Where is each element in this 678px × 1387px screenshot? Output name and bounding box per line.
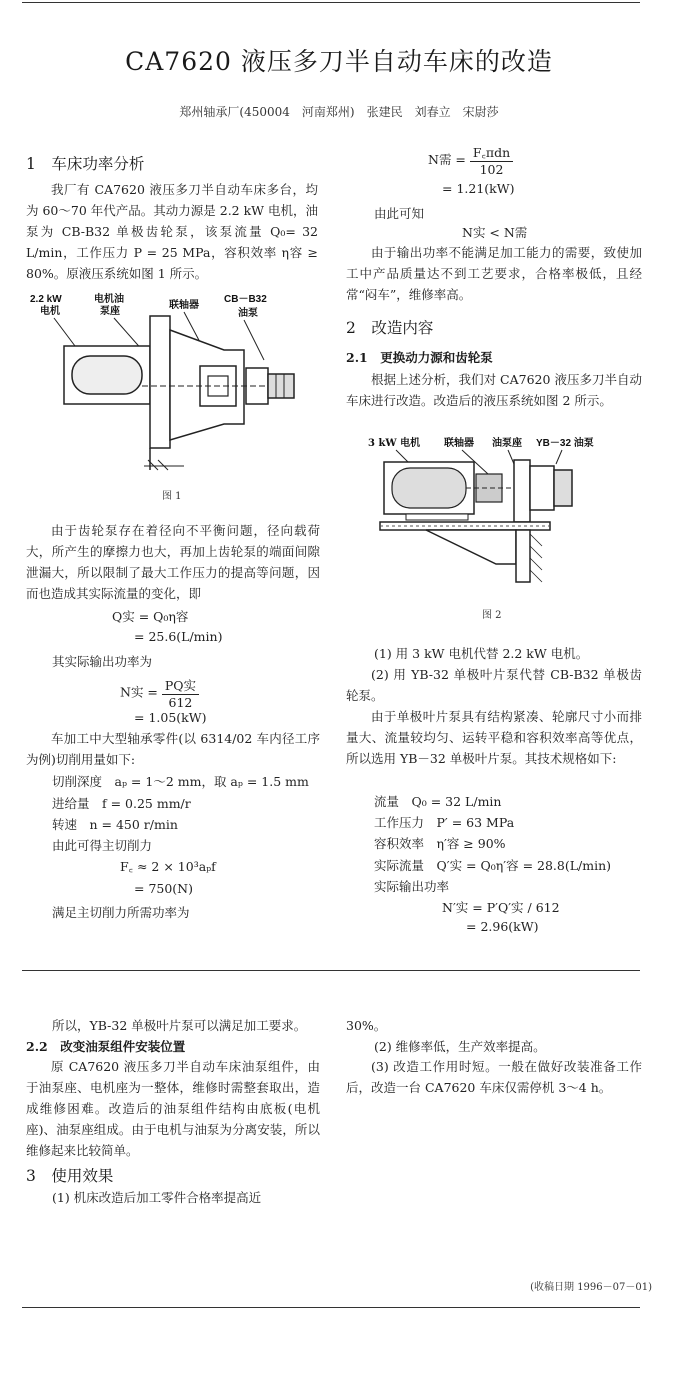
conclusion-label: 由此可知 [374, 206, 425, 221]
spec-pressure: 工作压力 P′ = 63 MPa [374, 815, 515, 830]
fig1-label-seat-2: 泵座 [100, 306, 120, 317]
n-required-numerator: F꜀πdn [470, 144, 513, 162]
spec-flow: 流量 Q₀ = 32 L/min [374, 794, 502, 809]
fig2-label-pump: YB－32 油泵 [536, 438, 594, 449]
conclusion-inequality: N实 < N需 [462, 225, 528, 240]
author-line: 郑州轴承厂(450004 河南郑州) 张建民 刘春立 宋尉莎 [179, 105, 499, 119]
top-rule [22, 2, 640, 3]
section-2-heading: 2 改造内容 [346, 319, 434, 337]
required-power-label: 满足主切削力所需功率为 [52, 905, 190, 920]
spec-output-power-label: 实际输出功率 [374, 879, 450, 894]
n-actual-lhs: N实 = [120, 684, 158, 700]
fig1-label-pump: CB－B32 [224, 294, 267, 305]
equation-new-power-value: = 2.96(kW) [466, 919, 539, 934]
fig1-label-motor: 2.2 kW [30, 294, 62, 305]
figure-2-caption: 图 2 [482, 610, 502, 621]
equation-cutting-force: F꜀ ≈ 2 × 10³aₚf [120, 859, 216, 874]
section-1-para-2: 由于齿轮泵存在着径向不平衡问题，径向载荷大，所产生的摩擦力也大，再加上齿轮泵的端面间隙泄漏大，所以限制了最大工作压力的提高等问题，因而也造成其实际流量的变化，即 [26, 523, 320, 601]
section-2-1-conclusion: 所以，YB-32 单极叶片泵可以满足加工要求。 [52, 1018, 307, 1033]
equation-n-required-value: = 1.21(kW) [442, 181, 515, 196]
feed-rate: 进给量 f = 0.25 mm/r [52, 796, 191, 811]
equation-n-required [428, 144, 513, 177]
section-3-heading: 3 使用效果 [26, 1167, 114, 1185]
fig2-label-coupling: 联轴器 [444, 438, 474, 449]
output-power-label: 其实际输出功率为 [52, 654, 153, 669]
section-2-2-heading: 2.2 改变油泵组件安装位置 [26, 1039, 186, 1054]
n-actual-numerator: PQ实 [162, 676, 199, 695]
middle-rule [22, 970, 640, 971]
figure-1-caption: 图 1 [162, 491, 182, 502]
fig1-label-seat: 电机油 [94, 294, 124, 305]
equation-cutting-force-value: = 750(N) [134, 881, 193, 896]
section-2-para-3: 原 CA7620 液压多刀半自动车床油泵组件，由于油泵座、电机座为一整体，维修时需整套取出，造成维修困难。改造后的油泵组件结构由底板(电机座)、油泵座组成。由于电机与油泵为分离安装，所以维修起来比较简单。 [26, 1059, 320, 1158]
section-1-heading: 1 车床功率分析 [26, 155, 145, 173]
section-1-para-1: 我厂有 CA7620 液压多刀半自动车床多台，均为 60～70 年代产品。其动力源是 2.2 kW 电机，油泵为 CB-B32 单极齿轮泵，该泵流量 Q₀= 32 L/min，工作压力 P = 25 MPa，容积效率 η容 ≥ 80%。原液压系统如图 1 所示。 [26, 182, 318, 281]
spec-efficiency: 容积效率 η′容 ≥ 90% [374, 836, 506, 851]
equation-new-power: N′实 = P′Q′实 / 612 [442, 900, 560, 915]
modification-item-2: (2) 用 YB-32 单极叶片泵代替 CB-B32 单极齿轮泵。 [346, 667, 642, 703]
section-1-para-3: 车加工中大型轴承零件(以 6314/02 车内径工序为例)切削用量如下: [26, 731, 320, 767]
equation-q-actual: Q实 = Q₀η容 [112, 609, 189, 624]
cutting-force-label: 由此可得主切削力 [52, 838, 153, 853]
equation-n-actual-value: = 1.05(kW) [134, 710, 207, 725]
spec-actual-flow: 实际流量 Q′实 = Q₀η′容 = 28.8(L/min) [374, 858, 612, 873]
n-required-lhs: N需 = [428, 152, 466, 167]
section-2-para-1: 根据上述分析，我们对 CA7620 液压多刀半自动车床进行改造。改造后的液压系统如图 2 所示。 [346, 372, 642, 408]
fig2-label-seat: 油泵座 [492, 438, 522, 449]
n-actual-fraction [162, 676, 199, 710]
fig2-label-motor: 3 kW 电机 [368, 438, 421, 449]
section-2-para-2: 由于单极叶片泵具有结构紧凑、轮廓尺寸小而排量大、流量较均匀、运转平稳和容积效率高等优点，所以选用 YB－32 单极叶片泵。其技术规格如下: [346, 709, 642, 766]
bottom-rule [22, 1307, 640, 1308]
fig1-label-coupling: 联轴器 [169, 300, 199, 311]
fig1-label-motor-2: 电机 [40, 306, 60, 317]
section-2-1-heading: 2.1 更换动力源和齿轮泵 [346, 350, 493, 365]
result-item-1: (1) 机床改造后加工零件合格率提高近 [52, 1190, 262, 1205]
fig1-label-pump-2: 油泵 [238, 308, 258, 319]
n-actual-denominator: 612 [168, 695, 193, 710]
result-item-2: (2) 维修率低，生产效率提高。 [374, 1039, 546, 1054]
figure-2 [366, 434, 628, 584]
section-1-para-4: 由于输出功率不能满足加工能力的需要，致使加工中产品质量达不到工艺要求，合格率极低，且经常“闷车”，维修率高。 [346, 245, 642, 302]
received-date: (收稿日期 1996－07－01) [530, 1282, 652, 1293]
n-required-denominator: 102 [479, 162, 504, 177]
result-item-1-continued: 30%。 [346, 1018, 387, 1033]
modification-item-1: (1) 用 3 kW 电机代替 2.2 kW 电机。 [374, 646, 589, 661]
figure-1 [24, 290, 324, 480]
n-required-fraction [470, 144, 513, 177]
equation-q-value: = 25.6(L/min) [134, 629, 223, 644]
result-item-3: (3) 改造工作用时短。一般在做好改装准备工作后，改造一台 CA7620 车床仅需停机 3～4 h。 [346, 1059, 642, 1095]
spindle-speed: 转速 n = 450 r/min [52, 817, 178, 832]
cutting-depth: 切削深度 aₚ = 1～2 mm，取 aₚ = 1.5 mm [52, 774, 309, 789]
equation-n-actual [120, 676, 199, 710]
article-title: CA7620 液压多刀半自动车床的改造 [125, 47, 553, 76]
